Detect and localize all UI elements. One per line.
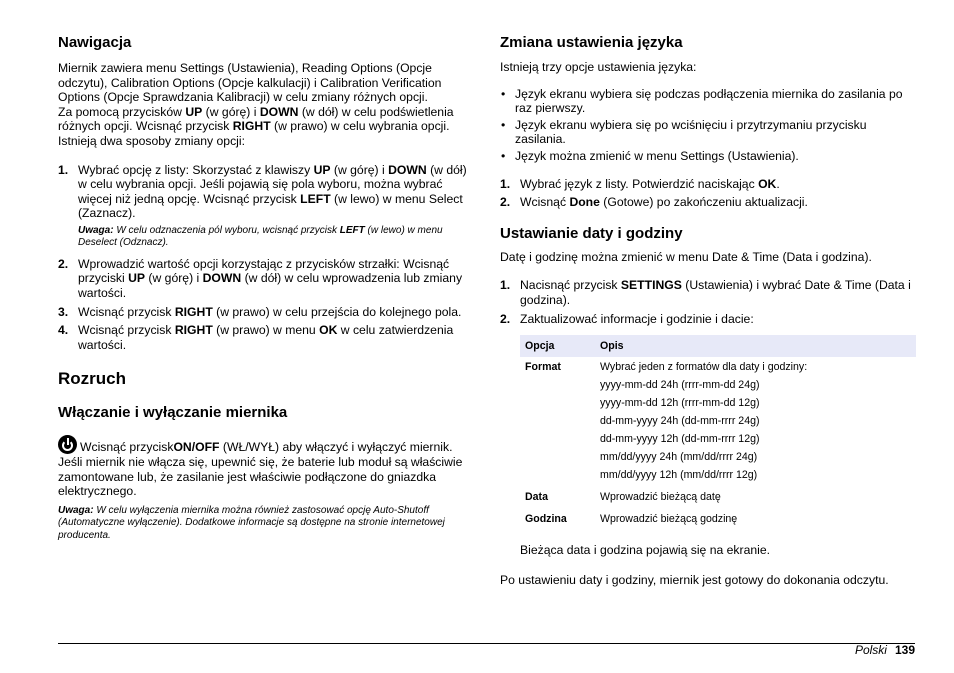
nav-heading: Nawigacja <box>58 34 132 51</box>
nav-note <box>58 225 470 250</box>
key-done: Done <box>569 195 600 210</box>
format-line: dd-mm-yyyy 12h (dd-mm-rrrr 12g) <box>600 433 760 446</box>
row-label: Format <box>525 361 561 374</box>
text-run: Wybrać język z listy. Potwierdzić naciskając <box>520 176 759 191</box>
text-run: (w górę) i <box>145 271 203 286</box>
onoff-heading: Włączanie i wyłączanie miernika <box>58 404 288 422</box>
format-line: yyyy-mm-dd 24h (rrrr-mm-dd 24g) <box>600 379 760 392</box>
language-step-1 <box>500 177 916 192</box>
text-run: (Gotowe) po zakończeniu aktualizacji. <box>599 195 808 210</box>
key-down: DOWN <box>388 162 427 177</box>
nav-step-2 <box>58 257 470 301</box>
table-header-row <box>520 335 916 357</box>
format-line: dd-mm-yyyy 24h (dd-mm-rrrr 24g) <box>600 415 760 428</box>
page-footer <box>855 643 915 657</box>
nav-step-3 <box>58 305 470 320</box>
nav-steps <box>58 163 470 353</box>
text-run: Wcisnąć przycisk <box>80 440 174 455</box>
onoff-paragraph <box>58 435 470 498</box>
key-left: LEFT <box>339 224 365 236</box>
text-run: Wcisnąć <box>520 195 570 210</box>
text-run: W celu wyłączenia miernika można również zastosować opcję Auto-Shutoff (Automatyczne wyłączenie). Dodatkowe informacje są dostępne na stronie internetowej producenta. <box>58 504 445 541</box>
text-run: (w dół) w celu wybrania opcji. Jeśli pojawią się pola wyboru, można wybrać więcej niż jedną opcję. Wcisnąć przycisk <box>78 162 467 206</box>
row-description: Wprowadzić bieżącą datę <box>600 491 721 504</box>
text-run: (w dół) w celu podświetlenia różnych opcji. Wcisnąć przycisk <box>58 104 454 134</box>
row-description: Wprowadzić bieżącą godzinę <box>600 513 738 526</box>
text-run: Wcisnąć przycisk <box>78 304 175 319</box>
text-run: (w prawo) w celu wybrania opcji. Istnieją dwa sposoby zmiany opcji: <box>58 119 450 148</box>
text-run: (Ustawienia) i wybrać Date & Time (Data i godzina). <box>520 278 911 307</box>
step-number: 3. <box>58 304 69 319</box>
text-run: (w prawo) w menu <box>212 323 320 338</box>
datetime-heading: Ustawianie daty i godziny <box>500 224 683 242</box>
step-number: 1. <box>500 176 511 191</box>
key-right: RIGHT <box>174 323 213 338</box>
text-run: (w lewo) w menu Select (Zaznacz). <box>78 191 463 221</box>
page-number: 139 <box>894 643 915 657</box>
format-line: yyyy-mm-dd 12h (rrrr-mm-dd 12g) <box>600 397 760 410</box>
bullet-text: Język można zmienić w menu Settings (Ustawienia). <box>515 148 799 163</box>
datetime-step-1 <box>500 278 916 307</box>
text-run: (w górę) i <box>202 104 260 119</box>
step-number: 2. <box>500 195 511 210</box>
bullet-item <box>500 149 916 164</box>
text-run: Za pomocą przycisków <box>58 104 186 119</box>
bullet-item <box>500 118 916 147</box>
bullet-dot-icon: • <box>501 117 506 132</box>
text-run: W celu odznaczenia pól wyboru, wcisnąć przycisk <box>113 224 340 236</box>
row-label: Data <box>525 491 548 504</box>
key-ok: OK <box>758 176 777 191</box>
row-description <box>595 357 916 484</box>
step-number: 2. <box>58 256 69 271</box>
text-run: (WŁ/WYŁ) aby włączyć i wyłączyć miernik. Jeśli miernik nie włącza się, upewnić się, że baterie lub moduł są właściwie zamontowane lub, że zasilanie jest właściwie podłączone do gniazdka elektrycznego. <box>58 440 463 499</box>
text-run: (w dół) w celu wprowadzenia lub zmiany wartości. <box>78 271 463 300</box>
text-run: Wybrać opcję z listy: Skorzystać z klawiszy <box>78 162 314 177</box>
table-row <box>520 357 916 484</box>
final-text: Po ustawieniu daty i godziny, miernik jest gotowy do dokonania odczytu. <box>500 572 889 587</box>
footer-divider <box>58 643 915 644</box>
text-run: (w górę) i <box>330 162 389 177</box>
step-number: 2. <box>500 311 511 326</box>
key-right: RIGHT <box>174 304 213 319</box>
note-2 <box>58 505 470 542</box>
note-label: Uwaga: <box>78 224 114 236</box>
key-onoff: ON/OFF <box>173 440 220 455</box>
key-up: UP <box>313 162 331 177</box>
row-label: Godzina <box>525 513 567 526</box>
key-settings: SETTINGS <box>620 278 682 293</box>
nav-step-1 <box>58 163 470 221</box>
format-line: mm/dd/yyyy 24h (mm/dd/rrrr 24g) <box>600 451 758 464</box>
bullet-item <box>500 87 916 116</box>
text-run: Nacisnąć przycisk <box>520 278 621 293</box>
footer-language: Polski <box>854 643 887 657</box>
header-description: Opis <box>595 335 916 357</box>
table-row <box>520 506 916 528</box>
nav-paragraph-1: Miernik zawiera menu Settings (Ustawienia), Reading Options (Opcje odczytu), Calibration Options (Opcje kalkulacji) i Calibration Verification Options (Opcje Sprawdzania Kalibracji) w celu zmiany różnych opcji. <box>58 61 442 105</box>
note-label: Uwaga: <box>58 504 94 516</box>
after-table-text: Bieżąca data i godzina pojawią się na ekranie. <box>520 543 771 558</box>
nav-paragraph-2 <box>58 105 470 149</box>
bullet-text: Język ekranu wybiera się po wciśnięciu i przytrzymaniu przycisku zasilania. <box>515 117 867 147</box>
datetime-intro: Datę i godzinę można zmienić w menu Date & Time (Data i godzina). <box>500 249 872 264</box>
key-up: UP <box>185 104 203 119</box>
language-step-2 <box>500 195 916 210</box>
key-up: UP <box>128 271 146 286</box>
key-ok: OK <box>319 323 338 338</box>
section-heading: Rozruch <box>58 369 126 389</box>
text-run: . <box>776 176 780 191</box>
text-run: (w prawo) w celu przejścia do kolejnego pola. <box>212 304 462 319</box>
format-line: mm/dd/yyyy 12h (mm/dd/rrrr 12g) <box>600 469 758 482</box>
format-line: Wybrać jeden z formatów dla daty i godziny: <box>600 361 808 374</box>
datetime-steps <box>500 278 916 326</box>
header-option: Opcja <box>520 335 595 357</box>
datetime-step-2 <box>500 312 916 327</box>
key-down: DOWN <box>259 104 299 119</box>
note-1 <box>78 225 470 250</box>
text-run: Wprowadzić wartość opcji korzystając z przycisków strzałki: Wcisnąć przyciski <box>78 256 450 286</box>
power-icon <box>58 435 77 454</box>
language-bullets <box>500 87 916 164</box>
text-run: Zaktualizować informacje i godzinie i dacie: <box>520 311 754 326</box>
table-row <box>520 484 916 506</box>
step-number: 1. <box>58 162 69 177</box>
nav-step-4 <box>58 323 470 352</box>
step-number: 4. <box>58 323 69 338</box>
left-column <box>58 30 470 542</box>
bullet-dot-icon: • <box>501 86 506 101</box>
text-run: w celu zatwierdzenia wartości. <box>78 323 454 352</box>
language-steps <box>500 177 916 210</box>
text-run: Wcisnąć przycisk <box>78 323 175 338</box>
bullet-dot-icon: • <box>501 148 506 163</box>
text-run: (w lewo) w menu Deselect (Odznacz). <box>78 224 443 249</box>
key-left: LEFT <box>300 191 331 206</box>
options-table <box>520 335 916 528</box>
key-down: DOWN <box>202 271 242 286</box>
key-right: RIGHT <box>232 119 271 134</box>
language-heading: Zmiana ustawienia języka <box>500 34 683 51</box>
step-number: 1. <box>500 278 511 293</box>
language-intro: Istnieją trzy opcje ustawienia języka: <box>500 60 697 74</box>
right-column <box>500 30 916 587</box>
bullet-text: Język ekranu wybiera się podczas podłączenia miernika do zasilania po raz pierwszy. <box>515 86 903 116</box>
